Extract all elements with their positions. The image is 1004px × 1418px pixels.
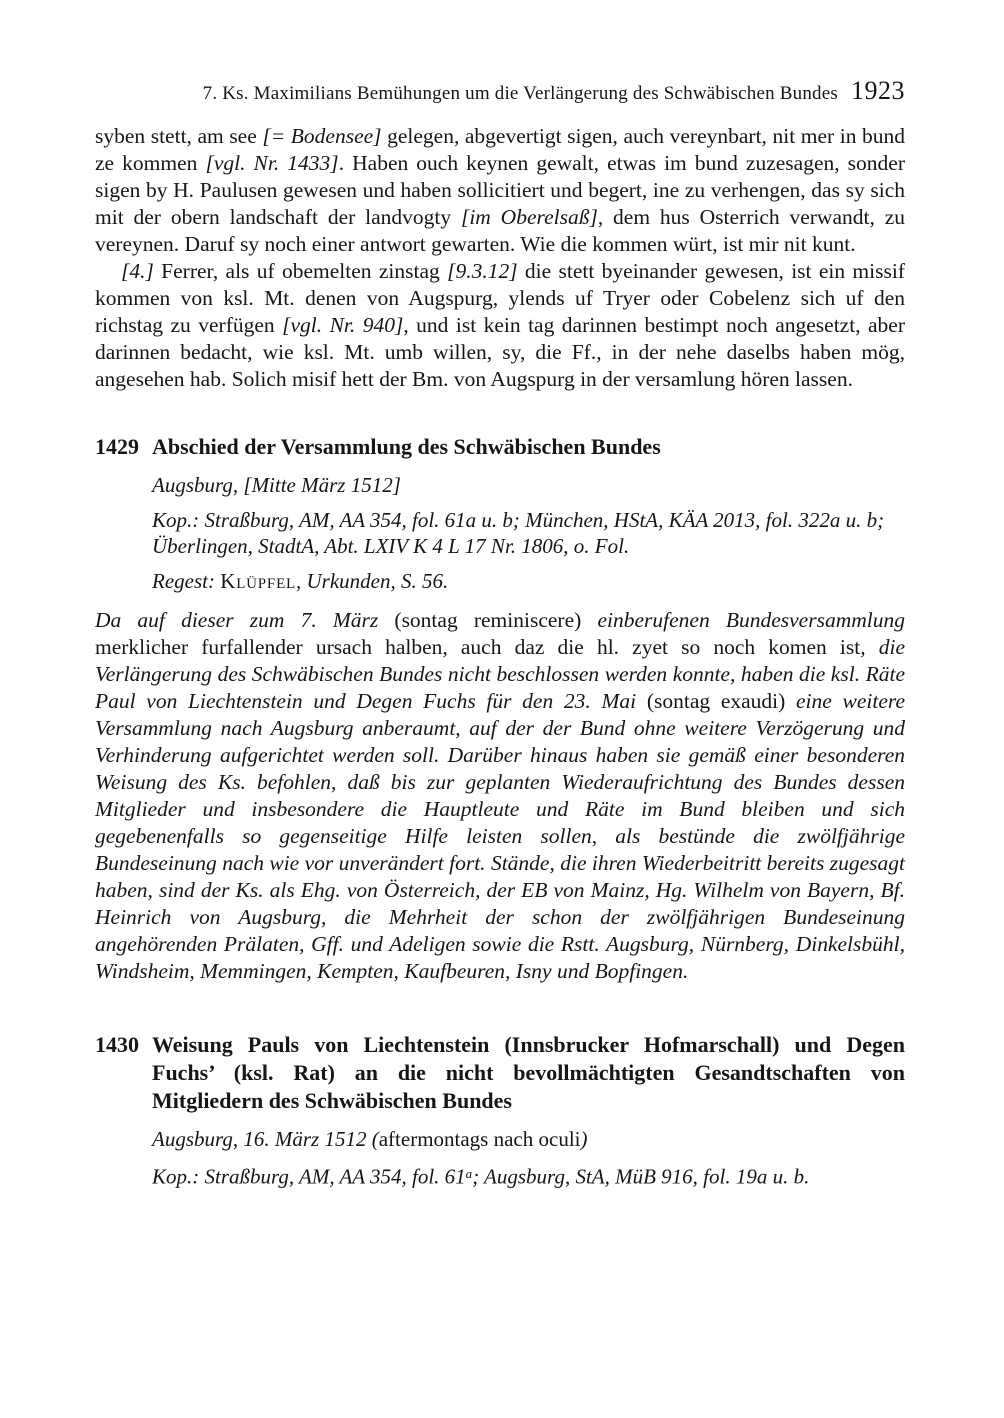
entry-regest-summary — [95, 607, 905, 985]
text-run: ; Augsburg, StA, MüB 916, fol. 19a u. b. — [472, 1164, 810, 1189]
body-paragraph-continuation — [95, 123, 905, 258]
text-run: a — [465, 1166, 473, 1181]
text-run: Kop.: Straßburg, AM, AA 354, fol. 61a u. b; München, HStA, KÄA 2013, fol. 322a u. b; Überlingen, StadtA, Abt. LXIV K 4 L 17 Nr. 1806, o. Fol. — [152, 508, 885, 558]
body-paragraph-item4 — [95, 258, 905, 393]
entry-source-note — [152, 1161, 905, 1189]
text-run: , dem hus Osterrich verwandt, zu vereynen. Daruf sy noch einer antwort gewarten. Wie die kommen würt, ist mir nit kunt. — [95, 205, 905, 256]
text-run: [vgl. Nr. 940] — [282, 313, 404, 337]
text-run: [= Bodensee] — [262, 124, 382, 148]
entry-dateline — [152, 472, 905, 498]
text-run: Ferrer, als uf obemelten zinstag — [153, 259, 448, 283]
page-number: 1923 — [851, 76, 905, 105]
text-run: , und ist kein tag darinnen bestimpt noch angesetzt, aber darinnen bedacht, wie ksl. Mt. umb willen, sy, die Ff., in der nehe daselbs haben mög, angesehen hab. Solich misif hett der Bm. von Augspurg in der versamlung hören lassen. — [95, 313, 906, 391]
text-run: Augsburg, 16. März 1512 ( — [152, 1127, 379, 1151]
text-run: [4.] — [121, 259, 154, 283]
text-run: (sontag exaudi) — [646, 689, 797, 713]
text-run: Klüpfel — [220, 569, 297, 593]
entry-1430 — [95, 1031, 905, 1189]
text-run: , — [296, 569, 307, 593]
text-run: einberufenen Bundesversammlung — [597, 608, 905, 632]
entry-number: 1429 — [95, 434, 139, 459]
text-run: Augsburg, [Mitte März 1512] — [152, 473, 401, 497]
text-run: Urkunden, S. 56. — [306, 569, 449, 593]
text-run: [vgl. Nr. 1433] — [205, 151, 339, 175]
text-run: Da auf dieser zum 7. März — [95, 608, 395, 632]
entry-content — [152, 1031, 905, 1189]
text-run: aftermontags nach oculi — [378, 1127, 581, 1151]
text-run: merklicher furfallender ursach halben, auch daz die hl. zyet so noch komen ist — [95, 635, 861, 659]
text-run: Regest: — [152, 569, 221, 593]
entry-dateline — [152, 1126, 905, 1152]
entry-title: Abschied der Versammlung des Schwäbischen Bundes — [152, 434, 661, 459]
text-run: ) — [580, 1127, 588, 1151]
running-header — [95, 76, 905, 106]
entry-number: 1430 — [95, 1032, 139, 1057]
entry-content — [152, 433, 905, 594]
entry-title: Weisung Pauls von Liechtenstein (Innsbrucker Hofmarschall) und Degen Fuchs’ (ksl. Rat) an die nicht bevollmächtigten Gesandtschaften von Mitgliedern des Schwäbischen Bundes — [152, 1032, 905, 1113]
text-run: [9.3.12] — [447, 259, 518, 283]
text-run: (sontag reminiscere) — [394, 608, 598, 632]
text-run: syben stett, am see — [95, 124, 263, 148]
entry-source-note — [152, 507, 905, 559]
text-run: , die Verlängerung des Schwäbischen Bundes nicht beschlossen werden konnte, haben die ksl. Räte Paul von Liechtenstein und Degen Fuchs für den 23. Mai — [95, 635, 905, 713]
text-run: . Haben ouch keynen gewalt, etwas im bund zuzesagen, sonder sigen by H. Paulusen gewesen und haben sollicitiert und begert, ine zu verhengen, das sy sich mit der obern landschaft der landvogty — [95, 151, 906, 229]
text-run: eine weitere Versammlung nach Augsburg anberaumt, auf der der Bund ohne weitere Verzögerung und Verhinderung aufgerichtet werden soll. Darüber hinaus haben sie gemäß einer besonderen Weisung des Ks. befohlen, daß bis zur geplanten Wiederaufrichtung des Bundes dessen Mitglieder und insbesondere die Hauptleute und Räte im Bund bleiben und sich gegebenenfalls so gegenseitige Hilfe leisten sollen, als bestünde die zwölfjährige Bundeseinung nach wie vor unverändert fort. Stände, die ihren Wiederbeitritt bereits zugesagt haben, sind der Ks. als Ehg. von Österreich, der EB von Mainz, Hg. Wilhelm von Bayern, Bf. Heinrich von Augsburg, die Mehrheit der schon der zwölfjährigen Bundeseinung angehörenden Prälaten, Gff. und Adeligen sowie die Rstt. Augsburg, Nürnberg, Dinkelsbühl, Windsheim, Memmingen, Kempten, Kaufbeuren, Isny und Bopfingen. — [95, 689, 906, 983]
entry-1429 — [95, 433, 905, 594]
text-run: Kop.: Straßburg, AM, AA 354, fol. 61 — [152, 1164, 466, 1189]
entry-regest-reference — [152, 568, 905, 594]
text-run: gelegen, abgevertigt sigen, auch vereynbart, nit mer in bund ze kommen — [95, 124, 906, 175]
text-run: die stett byeinander gewesen, ist ein missif kommen von ksl. Mt. denen von Augspurg, ylends uf Tryer oder Cobelenz sich uf den richstag zu verfügen — [95, 259, 905, 337]
text-run: [im Oberelsaß] — [460, 205, 598, 229]
running-header-title: 7. Ks. Maximilians Bemühungen um die Verlängerung des Schwäbischen Bundes — [202, 83, 838, 104]
